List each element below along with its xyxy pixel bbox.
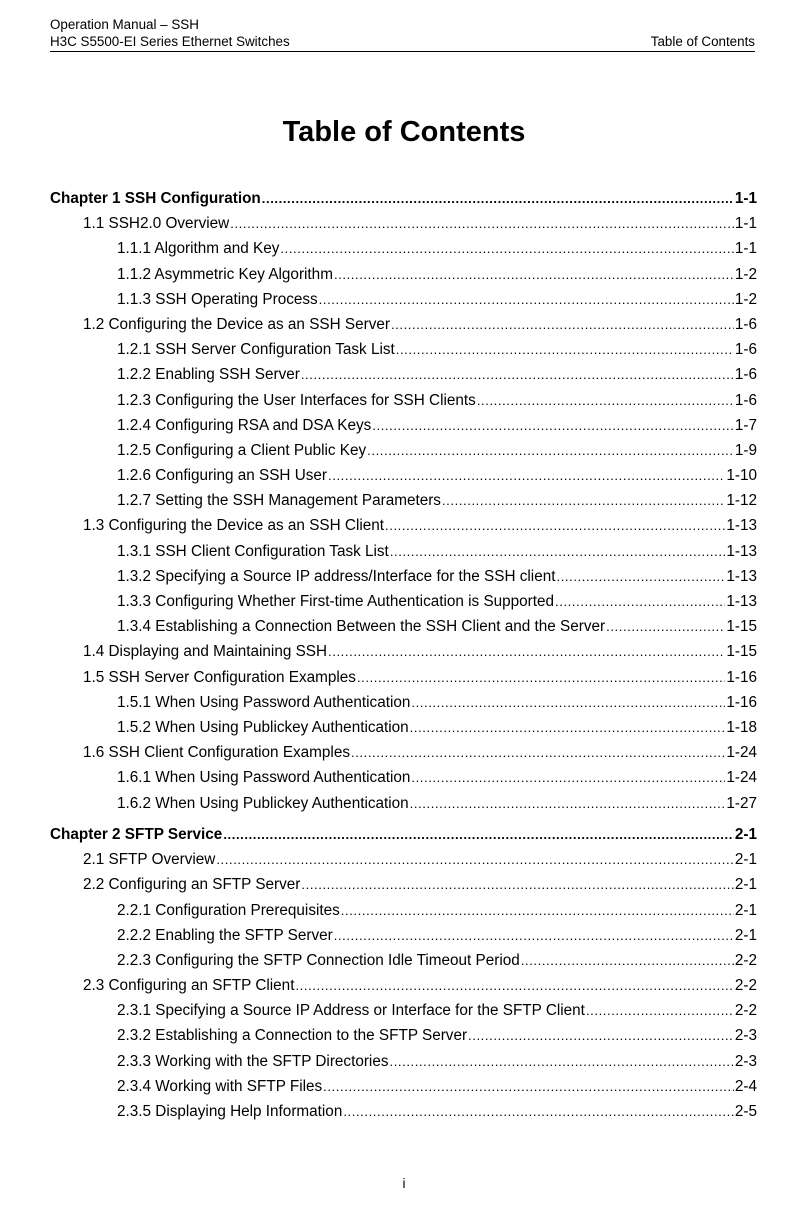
toc-entry-label: 1.2.1 SSH Server Configuration Task List	[117, 341, 395, 359]
toc-entry-label: 2.3 Configuring an SFTP Client	[83, 977, 295, 995]
toc-leader-dots	[343, 1099, 734, 1124]
toc-entry[interactable]	[50, 765, 757, 790]
product-name: H3C S5500-EI Series Ethernet Switches	[50, 34, 290, 49]
toc-leader-dots	[521, 948, 734, 973]
toc-leader-dots	[555, 589, 725, 614]
toc-entry[interactable]	[50, 488, 757, 513]
toc-leader-dots	[230, 211, 734, 236]
toc-entry-label: 1.6 SSH Client Configuration Examples	[83, 744, 350, 762]
toc-entry-label: 1.1.3 SSH Operating Process	[117, 290, 318, 308]
toc-entry-label: 2.3.4 Working with SFTP Files	[117, 1077, 323, 1095]
toc-entry[interactable]	[50, 438, 757, 463]
toc-entry[interactable]	[50, 1023, 757, 1048]
toc-entry[interactable]	[50, 589, 757, 614]
toc-leader-dots	[341, 898, 734, 923]
toc-entry[interactable]	[50, 614, 757, 639]
toc-entry-label: 2.2.2 Enabling the SFTP Server	[117, 926, 333, 944]
toc-entry[interactable]	[50, 287, 757, 312]
toc-entry-label: 2.3.3 Working with the SFTP Directories	[117, 1052, 389, 1070]
toc-entry[interactable]	[50, 1099, 757, 1124]
section-name: Table of Contents	[650, 34, 755, 49]
toc-leader-dots	[295, 973, 733, 998]
toc-entry-page: 1-13	[726, 567, 757, 585]
toc-entry[interactable]	[50, 948, 757, 973]
toc-entry-page: 1-15	[726, 643, 757, 661]
toc-entry-label: 2.2.3 Configuring the SFTP Connection Idle Timeout Period	[117, 951, 520, 969]
toc-leader-dots	[301, 362, 734, 387]
toc-entry-page: 1-1	[734, 215, 757, 233]
toc-entry-label: 1.5.2 When Using Publickey Authentication	[117, 718, 409, 736]
toc-entry-page: 2-1	[734, 926, 757, 944]
toc-leader-dots	[556, 564, 725, 589]
toc-leader-dots	[357, 665, 725, 690]
toc-entry-label: 1.2.7 Setting the SSH Management Parameters	[117, 492, 441, 510]
toc-entry-label: 1.3.1 SSH Client Configuration Task List	[117, 542, 389, 560]
header-rule	[50, 51, 755, 52]
toc-entry-label: 1.5.1 When Using Password Authentication	[117, 693, 411, 711]
toc-chapter-entry[interactable]	[50, 186, 757, 211]
toc-leader-dots	[468, 1023, 734, 1048]
toc-entry-page: 1-6	[734, 391, 757, 409]
toc-entry-page: 2-2	[734, 977, 757, 995]
toc-leader-dots	[389, 1049, 733, 1074]
toc-entry-label: 1.3.2 Specifying a Source IP address/Interface for the SSH client	[117, 567, 556, 585]
toc-leader-dots	[319, 287, 734, 312]
toc-entry[interactable]	[50, 791, 757, 816]
toc-entry[interactable]	[50, 463, 757, 488]
toc-entry-page: 1-6	[734, 315, 757, 333]
toc-entry[interactable]	[50, 539, 757, 564]
toc-entry-page: 1-1	[734, 240, 757, 258]
toc-entry-page: 1-13	[726, 542, 757, 560]
toc-entry-label: 1.3.3 Configuring Whether First-time Authentication is Supported	[117, 593, 555, 610]
toc-entry-label: Chapter 1 SSH Configuration	[50, 190, 261, 207]
toc-entry-page: 2-1	[734, 825, 757, 843]
toc-entry-page: 2-3	[734, 1052, 757, 1070]
toc-leader-dots	[328, 639, 725, 664]
toc-entry-label: 1.1.1 Algorithm and Key	[117, 240, 280, 258]
toc-entry-label: 1.1 SSH2.0 Overview	[83, 215, 230, 233]
toc-entry-page: 1-13	[726, 593, 757, 610]
table-of-contents	[50, 186, 757, 1124]
toc-entry-page: 2-1	[734, 901, 757, 919]
toc-entry-page: 2-1	[734, 851, 757, 869]
toc-entry[interactable]	[50, 413, 757, 438]
toc-entry-page: 1-16	[726, 668, 757, 686]
toc-leader-dots	[606, 614, 725, 639]
toc-entry[interactable]	[50, 973, 757, 998]
toc-entry[interactable]	[50, 665, 757, 690]
toc-leader-dots	[410, 715, 726, 740]
toc-entry-page: 1-10	[726, 467, 757, 485]
toc-entry[interactable]	[50, 236, 757, 261]
toc-leader-dots	[323, 1074, 734, 1099]
toc-entry-label: 1.3.4 Establishing a Connection Between the SSH Client and the Server	[117, 618, 606, 636]
toc-entry[interactable]	[50, 847, 757, 872]
toc-leader-dots	[442, 488, 725, 513]
header-row	[50, 33, 755, 50]
toc-entry-label: 1.2.2 Enabling SSH Server	[117, 366, 300, 384]
toc-entry-page: 1-6	[734, 366, 757, 384]
toc-entry-label: 2.3.2 Establishing a Connection to the SFTP Server	[117, 1027, 468, 1045]
toc-entry[interactable]	[50, 872, 757, 897]
toc-entry[interactable]	[50, 923, 757, 948]
toc-entry-label: 1.6.2 When Using Publickey Authentication	[117, 794, 409, 812]
toc-leader-dots	[411, 690, 725, 715]
toc-leader-dots	[477, 388, 734, 413]
toc-chapter-entry[interactable]	[50, 822, 757, 847]
toc-entry[interactable]	[50, 898, 757, 923]
toc-entry-page: 1-13	[726, 517, 757, 535]
toc-entry-label: 1.1.2 Asymmetric Key Algorithm	[117, 265, 333, 283]
toc-entry-label: 2.3.1 Specifying a Source IP Address or Interface for the SFTP Client	[117, 1002, 585, 1020]
page-title: Table of Contents	[282, 116, 526, 148]
toc-leader-dots	[262, 186, 734, 211]
toc-entry-label: 2.2.1 Configuration Prerequisites	[117, 901, 340, 919]
manual-title: Operation Manual – SSH	[50, 17, 199, 32]
toc-entry-page: 2-2	[734, 1002, 757, 1020]
toc-entry-page: 2-2	[734, 951, 757, 969]
toc-entry-label: 2.3.5 Displaying Help Information	[117, 1103, 343, 1121]
toc-entry[interactable]	[50, 1049, 757, 1074]
toc-entry-label: 1.2.6 Configuring an SSH User	[117, 467, 328, 485]
toc-entry-page: 1-24	[726, 769, 757, 787]
toc-entry[interactable]	[50, 1074, 757, 1099]
toc-entry[interactable]	[50, 564, 757, 589]
toc-entry-page: 1-1	[734, 190, 757, 207]
toc-entry[interactable]	[50, 998, 757, 1023]
toc-entry-page: 1-2	[734, 265, 757, 283]
toc-entry-label: 1.6.1 When Using Password Authentication	[117, 769, 411, 787]
toc-leader-dots	[216, 847, 734, 872]
page-header	[50, 16, 755, 50]
toc-leader-dots	[586, 998, 734, 1023]
toc-entry-page: 2-4	[734, 1077, 757, 1095]
toc-entry[interactable]	[50, 690, 757, 715]
toc-entry-label: 1.2.4 Configuring RSA and DSA Keys	[117, 416, 372, 434]
toc-entry-page: 1-2	[734, 290, 757, 308]
toc-entry-page: 1-7	[734, 416, 757, 434]
toc-leader-dots	[411, 765, 725, 790]
toc-entry[interactable]	[50, 715, 757, 740]
toc-entry-label: 1.4 Displaying and Maintaining SSH	[83, 643, 328, 661]
toc-leader-dots	[334, 923, 734, 948]
toc-entry-page: 2-3	[734, 1027, 757, 1045]
toc-entry-page: 1-9	[734, 441, 757, 459]
toc-entry-label: 1.2.5 Configuring a Client Public Key	[117, 441, 367, 459]
toc-entry[interactable]	[50, 362, 757, 387]
toc-leader-dots	[390, 539, 726, 564]
toc-leader-dots	[385, 513, 725, 538]
toc-entry-label: 1.3 Configuring the Device as an SSH Client	[83, 517, 385, 535]
toc-entry-page: 1-18	[726, 718, 757, 736]
toc-entry-page: 1-24	[726, 744, 757, 762]
toc-leader-dots	[334, 262, 734, 287]
toc-entry-page: 1-6	[734, 341, 757, 359]
page-number: i	[402, 1176, 406, 1191]
toc-leader-dots	[301, 872, 734, 897]
toc-leader-dots	[367, 438, 734, 463]
toc-leader-dots	[372, 413, 734, 438]
toc-leader-dots	[396, 337, 734, 362]
toc-entry[interactable]	[50, 211, 757, 236]
toc-entry-page: 1-15	[726, 618, 757, 636]
toc-entry[interactable]	[50, 312, 757, 337]
toc-entry-page: 1-27	[726, 794, 757, 812]
toc-entry-page: 2-5	[734, 1103, 757, 1121]
toc-entry-label: Chapter 2 SFTP Service	[50, 825, 223, 843]
toc-entry-label: 1.2 Configuring the Device as an SSH Server	[83, 315, 390, 333]
toc-entry-label: 2.1 SFTP Overview	[83, 851, 216, 869]
toc-entry[interactable]	[50, 262, 757, 287]
toc-leader-dots	[280, 236, 733, 261]
toc-leader-dots	[223, 822, 734, 847]
toc-entry[interactable]	[50, 337, 757, 362]
toc-entry-page: 1-16	[726, 693, 757, 711]
toc-leader-dots	[328, 463, 725, 488]
toc-entry[interactable]	[50, 740, 757, 765]
toc-leader-dots	[391, 312, 734, 337]
toc-entry[interactable]	[50, 639, 757, 664]
toc-entry[interactable]	[50, 388, 757, 413]
toc-entry[interactable]	[50, 513, 757, 538]
toc-leader-dots	[410, 791, 726, 816]
toc-entry-label: 1.2.3 Configuring the User Interfaces for SSH Clients	[117, 391, 476, 409]
toc-leader-dots	[351, 740, 725, 765]
toc-entry-label: 2.2 Configuring an SFTP Server	[83, 876, 301, 894]
toc-entry-page: 2-1	[734, 876, 757, 894]
toc-entry-label: 1.5 SSH Server Configuration Examples	[83, 668, 356, 686]
toc-entry-page: 1-12	[726, 492, 757, 510]
